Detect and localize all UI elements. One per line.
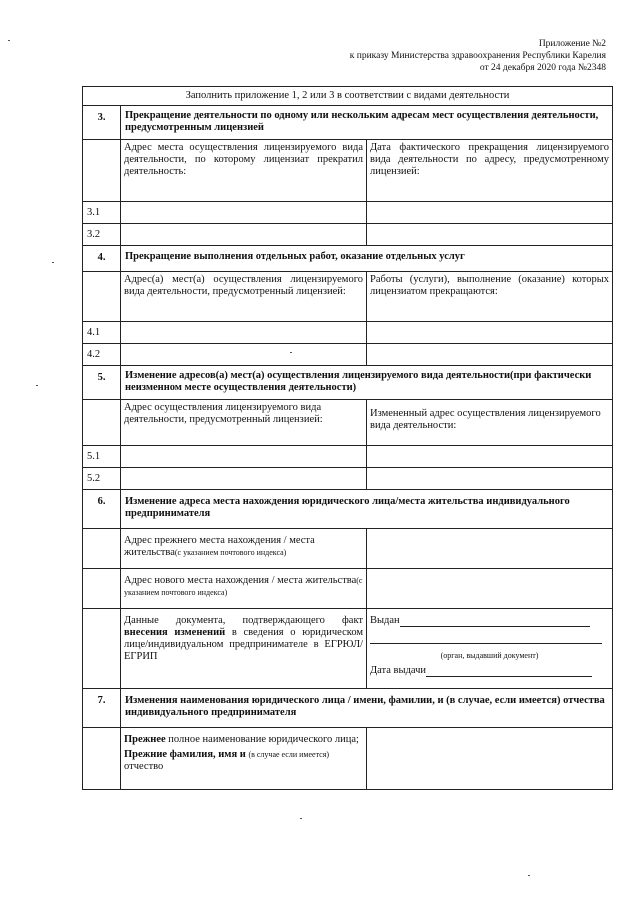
- registry-document-label: Данные документа, подтверждающего факт внесения изменений в сведения о юридическом лице/индивидуальном предпринимателе в ЕГРЮЛ/ЕГРИП: [121, 609, 367, 689]
- section-6-header: [83, 490, 613, 529]
- scan-speck: [528, 875, 530, 876]
- section-title: Прекращение деятельности по одному или нескольким адресам мест осуществления деятельности, предусмотренным лицензией: [121, 106, 613, 140]
- row-number: 3.2: [83, 224, 121, 246]
- intro-row: [83, 87, 613, 106]
- section-number: 3.: [83, 106, 121, 140]
- section-number: 4.: [83, 246, 121, 272]
- section-number: 6.: [83, 490, 121, 529]
- column-label: Дата фактического прекращения лицензируемого вида деятельности по адресу, предусмотренному лицензией:: [367, 140, 613, 202]
- address-input-cell[interactable]: [121, 344, 367, 366]
- section-3-columns: [83, 140, 613, 202]
- table-row: [83, 446, 613, 468]
- section-number: 7.: [83, 689, 121, 728]
- prev-name-input-cell[interactable]: [367, 728, 613, 790]
- prev-name-label: Прежнее полное наименование юридического лица; Прежние фамилия, имя и (в случае если имеется) отчество: [121, 728, 367, 790]
- column-label: Адрес осуществления лицензируемого вида деятельности, предусмотренный лицензией:: [121, 400, 367, 446]
- row-number: 5.2: [83, 468, 121, 490]
- old-address-input-cell[interactable]: [121, 446, 367, 468]
- new-address-label: Адрес нового места нахождения / места жительства(с указанием почтового индекса): [121, 569, 367, 609]
- scan-speck: [290, 352, 292, 353]
- column-label: Адрес места осуществления лицензируемого вида деятельности, по которому лицензиат прекратил деятельность:: [121, 140, 367, 202]
- issuer-input-line[interactable]: [400, 616, 590, 627]
- prev-address-label: Адрес прежнего места нахождения / места жительства(с указанием почтового индекса): [121, 529, 367, 569]
- section-title: Изменение адреса места нахождения юридического лица/места жительства индивидуального предпринимателя: [121, 490, 613, 529]
- old-address-input-cell[interactable]: [121, 468, 367, 490]
- table-row: [83, 322, 613, 344]
- row-number: 4.2: [83, 344, 121, 366]
- scan-speck: [36, 385, 38, 386]
- registry-document-fields: [367, 609, 613, 689]
- date-input-cell[interactable]: [367, 202, 613, 224]
- section-5-columns: [83, 400, 613, 446]
- scan-speck: [52, 262, 54, 263]
- table-row: [83, 468, 613, 490]
- section-title: Изменения наименования юридического лица / имени, фамилии, и (в случае, если имеется) отчества индивидуального предпринимателя: [121, 689, 613, 728]
- table-row: [83, 202, 613, 224]
- services-input-cell[interactable]: [367, 344, 613, 366]
- table-row: [83, 224, 613, 246]
- issuer-note: (орган, выдавший документ): [440, 651, 539, 660]
- address-input-cell[interactable]: [121, 202, 367, 224]
- appendix-number: Приложение №2: [538, 39, 606, 49]
- prev-address-row: [83, 529, 613, 569]
- section-title: Прекращение выполнения отдельных работ, оказание отдельных услуг: [121, 246, 613, 272]
- prev-name-row: [83, 728, 613, 790]
- new-address-row: [83, 569, 613, 609]
- row-number: 4.1: [83, 322, 121, 344]
- scan-speck: [300, 818, 302, 819]
- column-label: Работы (услуги), выполнение (оказание) которых лицензиатом прекращаются:: [367, 272, 613, 322]
- prev-address-input-cell[interactable]: [367, 529, 613, 569]
- services-input-cell[interactable]: [367, 322, 613, 344]
- address-input-cell[interactable]: [121, 224, 367, 246]
- date-input-cell[interactable]: [367, 224, 613, 246]
- column-label: Измененный адрес осуществления лицензируемого вида деятельности:: [367, 400, 613, 446]
- application-form-table: [82, 86, 613, 790]
- new-address-input-cell[interactable]: [367, 468, 613, 490]
- issued-label: Выдан: [370, 615, 400, 626]
- row-number: 3.1: [83, 202, 121, 224]
- order-date: от 24 декабря 2020 года №2348: [479, 63, 606, 73]
- section-number: 5.: [83, 366, 121, 400]
- address-input-cell[interactable]: [121, 322, 367, 344]
- section-5-header: [83, 366, 613, 400]
- scan-speck: [8, 40, 10, 41]
- issuer-input-line-2[interactable]: [370, 633, 602, 644]
- order-reference: к приказу Министерства здравоохранения Республики Карелия: [349, 51, 606, 61]
- section-title: Изменение адресов(а) мест(а) осуществления лицензируемого вида деятельности(при фактически неизменном месте осуществления деятельности): [121, 366, 613, 400]
- intro-text: Заполнить приложение 1, 2 или 3 в соответствии с видами деятельности: [83, 87, 613, 106]
- new-address-input-cell[interactable]: [367, 569, 613, 609]
- section-4-columns: [83, 272, 613, 322]
- row-number: 5.1: [83, 446, 121, 468]
- new-address-input-cell[interactable]: [367, 446, 613, 468]
- issue-date-input-line[interactable]: [426, 666, 592, 677]
- section-3-header: [83, 106, 613, 140]
- table-row: [83, 344, 613, 366]
- column-label: Адрес(а) мест(а) осуществления лицензируемого вида деятельности, предусмотренный лицензией:: [121, 272, 367, 322]
- section-7-header: [83, 689, 613, 728]
- issue-date-label: Дата выдачи: [370, 665, 427, 676]
- registry-document-row: [83, 609, 613, 689]
- document-header: [350, 38, 606, 74]
- section-4-header: [83, 246, 613, 272]
